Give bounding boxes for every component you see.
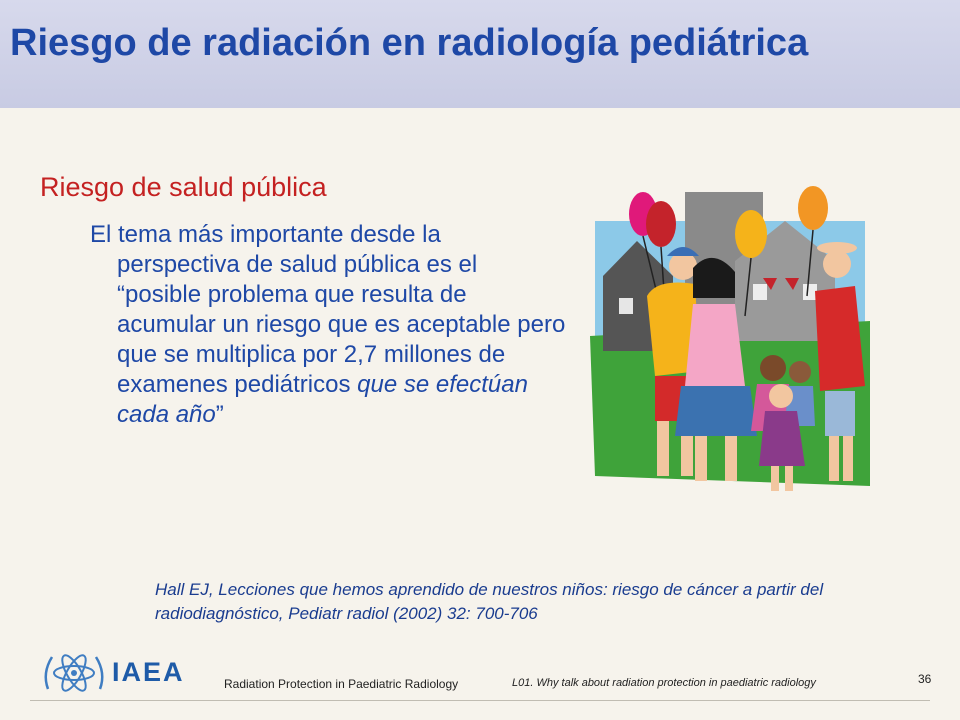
footer-lecture-title: L01. Why talk about radiation protection in paediatric radiology (512, 677, 816, 689)
iaea-logo-text: IAEA (112, 657, 185, 687)
footer-course-title: Radiation Protection in Paediatric Radiology (224, 677, 459, 691)
body-paragraph (90, 220, 567, 430)
family-party-illustration (585, 186, 875, 501)
iaea-emblem-icon (40, 645, 108, 701)
body-text-close: ” (215, 401, 224, 428)
body-text-main: El tema más importante desde la perspectiva de salud pública es el “posible problema que resulta de acumular un riesgo que es aceptable pero que se multiplica por 2,7 millones de examenes pediátricos (90, 221, 566, 398)
body-text-italic: que se efectúan cada año (117, 371, 528, 428)
citation-reference: Hall EJ, Lecciones que hemos aprendido de nuestros niños: riesgo de cáncer a partir del radiodiagnóstico, Pediatr radiol (2002) 32: 700-706 (155, 580, 824, 623)
page-number: 36 (918, 672, 932, 686)
section-heading: Riesgo de salud pública (40, 172, 327, 202)
slide-title: Riesgo de radiación en radiología pediátrica (10, 22, 809, 64)
footer-divider (30, 700, 930, 701)
